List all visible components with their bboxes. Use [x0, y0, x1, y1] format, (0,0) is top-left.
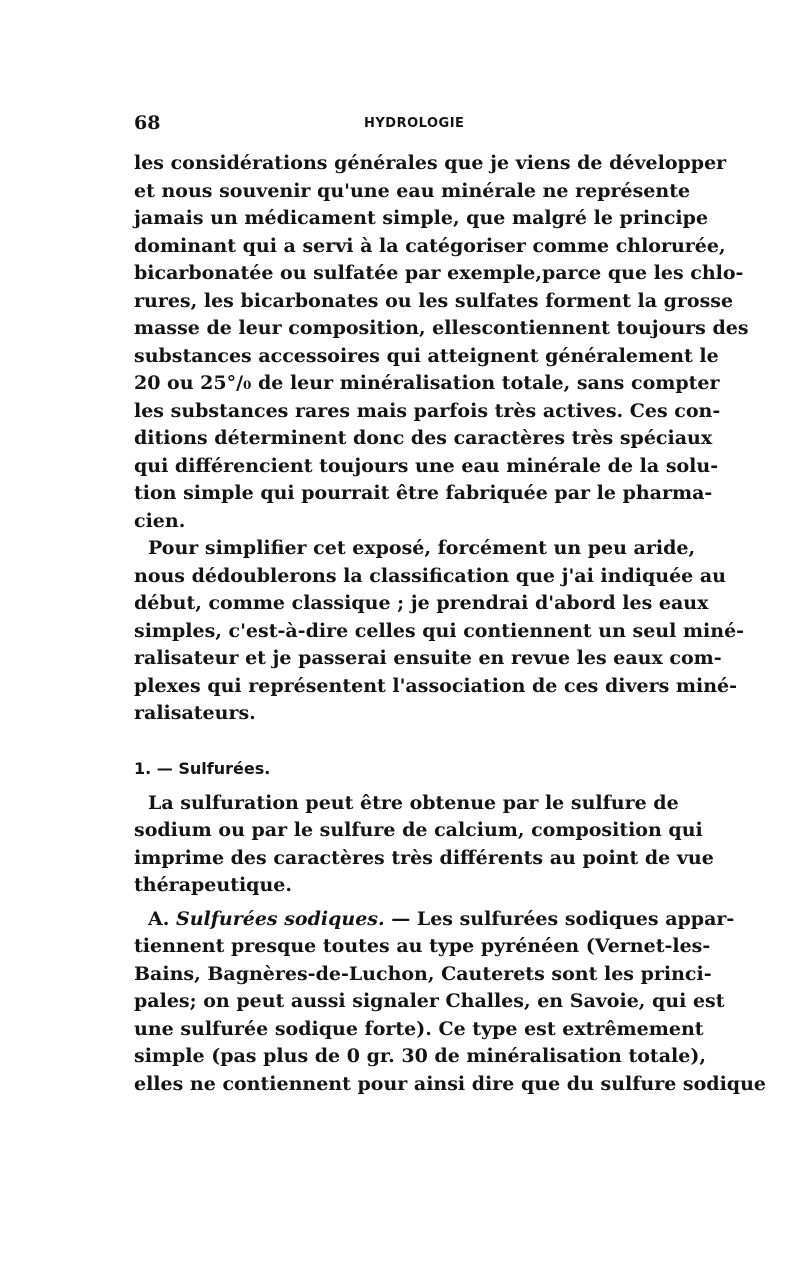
text-line: simples, c'est-à-dire celles qui contiennent un seul miné-	[134, 619, 745, 642]
text-line: thérapeutique.	[134, 874, 292, 896]
paragraph-1	[134, 150, 749, 535]
text-line: bicarbonatée ou sulfatée par exemple,parce que les chlo-	[134, 262, 744, 284]
text-line: ralisateur et je passerai ensuite en revue les eaux com-	[134, 647, 722, 669]
running-title: HYDROLOGIE	[364, 116, 465, 131]
text-line: pales; on peut aussi signaler Challes, en Savoie, qui est	[134, 990, 725, 1012]
text-line: elles ne contiennent pour ainsi dire que du sulfure sodique	[134, 1072, 766, 1095]
page-number: 68	[134, 112, 161, 134]
text-line-lead	[134, 906, 735, 934]
paragraph-4	[134, 906, 766, 1099]
text-line: dominant qui a servi à la catégoriser comme chlorurée,	[134, 234, 726, 257]
text-line: Pour simplifier cet exposé, forcément un peu aride,	[148, 537, 696, 559]
text-line: les considérations générales que je viens de développer	[134, 152, 727, 174]
spacer	[134, 728, 674, 754]
text-line: ditions déterminent donc des caractères très spéciaux	[134, 427, 713, 449]
text-line: une sulfurée sodique forte). Ce type est extrêmement	[134, 1017, 704, 1040]
text-line: Bains, Bagnères-de-Luchon, Cauterets sont les princi-	[134, 962, 712, 985]
paragraph-2	[134, 535, 745, 728]
text-line: et nous souvenir qu'une eau minérale ne représente	[134, 179, 691, 202]
paragraph-3	[134, 790, 714, 900]
text-line: simple (pas plus de 0 gr. 30 de minéralisation totale),	[134, 1045, 706, 1067]
lead-label: A.	[148, 907, 170, 930]
text-line: sodium ou par le sulfure de calcium, composition qui	[134, 819, 703, 841]
text-line: plexes qui représentent l'association de ces divers miné-	[134, 674, 738, 697]
text-line: cien.	[134, 509, 186, 532]
body-text	[134, 150, 766, 1098]
text-line: début, comme classique ; je prendrai d'abord les eaux	[134, 592, 709, 614]
lead-italic-title: Sulfurées sodiques.	[175, 907, 385, 930]
lead-rest: — Les sulfurées sodiques appar-	[391, 907, 735, 930]
text-line: 20 ou 25°/₀ de leur minéralisation totale, sans compter	[134, 372, 720, 394]
section-heading: 1. — Sulfurées.	[134, 758, 271, 778]
text-line: les substances rares mais parfois très actives. Ces con-	[134, 399, 721, 422]
text-line: rures, les bicarbonates ou les sulfates forment la grosse	[134, 289, 734, 312]
text-line: tion simple qui pourrait être fabriquée par le pharma-	[134, 482, 713, 504]
text-line: La sulfuration peut être obtenue par le sulfure de	[148, 791, 679, 814]
text-line: imprime des caractères très différents au point de vue	[134, 846, 714, 869]
text-line: jamais un médicament simple, que malgré le principe	[134, 207, 709, 229]
text-line: masse de leur composition, ellescontiennent toujours des	[134, 317, 749, 339]
text-line: tiennent presque toutes au type pyrénéen (Vernet-les-	[134, 935, 711, 957]
text-line: qui différencient toujours une eau minérale de la solu-	[134, 454, 719, 477]
running-head	[134, 112, 674, 138]
text-line: ralisateurs.	[134, 702, 256, 724]
text-line: substances accessoires qui atteignent généralement le	[134, 344, 719, 367]
text-line: nous dédoublerons la classification que j'ai indiquée au	[134, 564, 726, 587]
